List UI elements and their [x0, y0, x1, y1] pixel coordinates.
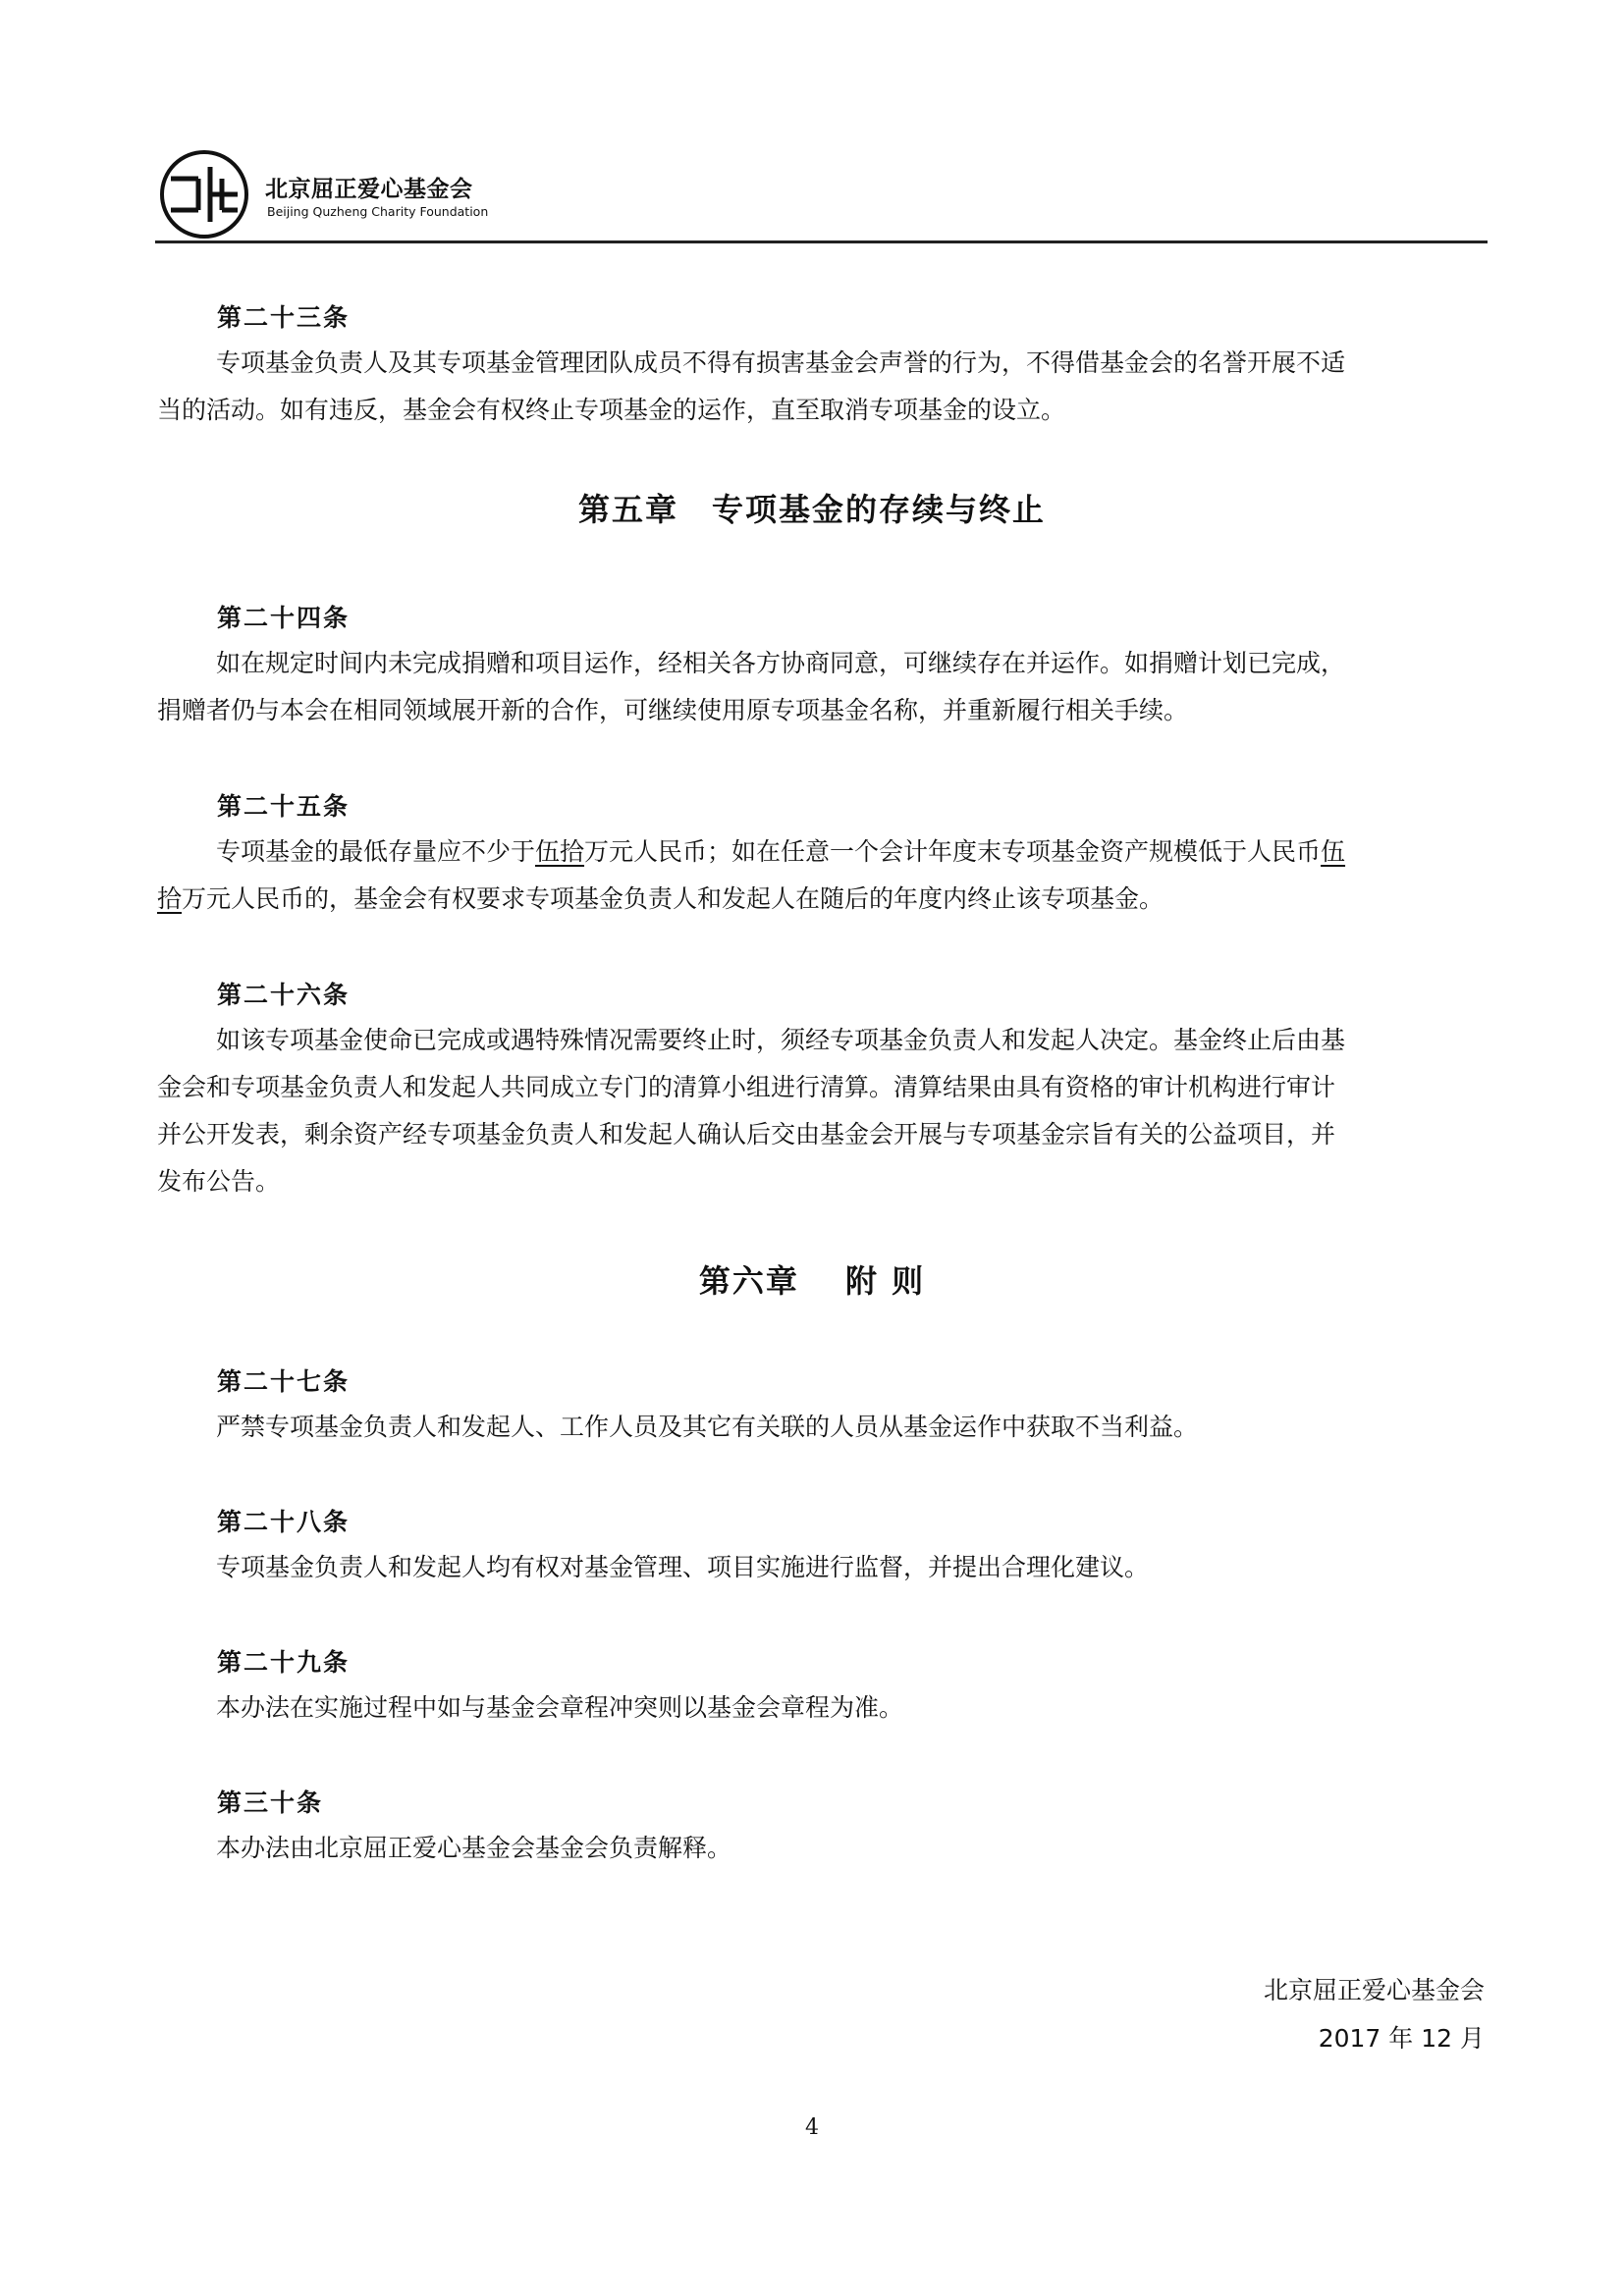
org-name-cn: 北京屈正爱心基金会	[265, 177, 473, 202]
article-27-body	[157, 1404, 1485, 1451]
article-23-body	[157, 340, 1485, 434]
article-26-line-4: 发布公告。	[157, 1167, 281, 1196]
article-28-line-1: 专项基金负责人和发起人均有权对基金管理、项目实施进行监督，并提出合理化建议。	[216, 1553, 1150, 1581]
article-23-line-1: 专项基金负责人及其专项基金管理团队成员不得有损害基金会声誉的行为，不得借基金会的名誉开展不适	[216, 348, 1346, 377]
closing-date: 2017 年 12 月	[1318, 2024, 1485, 2053]
article-25-line-1	[157, 828, 1485, 876]
article-25-text-b: 万元人民币；如在任意一个会计年度末专项基金资产规模低于人民币	[584, 837, 1322, 866]
article-26-body	[157, 1017, 1485, 1205]
article-27-line-1: 严禁专项基金负责人和发起人、工作人员及其它有关联的人员从基金运作中获取不当利益。	[216, 1413, 1199, 1441]
article-25-text-a: 专项基金的最低存量应不少于	[216, 837, 536, 866]
article-23-title: 第二十三条	[217, 303, 351, 332]
threshold-amount-part-1: 伍	[1321, 837, 1346, 866]
article-30-line-1: 本办法由北京屈正爱心基金会基金会负责解释。	[216, 1834, 732, 1862]
header-divider	[155, 240, 1488, 243]
article-26-line-1: 如该专项基金使命已完成或遇特殊情况需要终止时，须经专项基金负责人和发起人决定。基金终止后由基	[216, 1026, 1346, 1054]
chapter-5-heading: 第五章 专项基金的存续与终止	[577, 491, 1046, 528]
article-29-body	[157, 1684, 1485, 1732]
article-29-title: 第二十九条	[217, 1648, 351, 1677]
article-27-title: 第二十七条	[217, 1367, 351, 1396]
article-25-title: 第二十五条	[217, 792, 351, 821]
article-26-title: 第二十六条	[217, 981, 351, 1009]
article-24-title: 第二十四条	[217, 604, 351, 632]
article-25-body	[157, 828, 1485, 923]
article-28-body	[157, 1544, 1485, 1591]
article-23-line-2: 当的活动。如有违反，基金会有权终止专项基金的运作，直至取消专项基金的设立。	[157, 396, 1066, 424]
article-25-line-2	[157, 876, 1485, 923]
chapter-6-heading: 第六章 附 则	[698, 1262, 926, 1300]
letterhead	[155, 145, 1487, 241]
article-30-body	[157, 1825, 1485, 1872]
page-number: 4	[805, 2115, 819, 2140]
article-24-line-2: 捐赠者仍与本会在相同领域展开新的合作，可继续使用原专项基金名称，并重新履行相关手续。	[157, 696, 1189, 724]
article-29-line-1: 本办法在实施过程中如与基金会章程冲突则以基金会章程为准。	[216, 1693, 904, 1722]
closing-org: 北京屈正爱心基金会	[1263, 1976, 1485, 2004]
article-26-line-2: 金会和专项基金负责人和发起人共同成立专门的清算小组进行清算。清算结果由具有资格的审计机构进行审计	[157, 1073, 1336, 1101]
article-24-line-1: 如在规定时间内未完成捐赠和项目运作，经相关各方协商同意，可继续存在并运作。如捐赠计划已完成，	[216, 649, 1346, 677]
article-30-title: 第三十条	[217, 1789, 324, 1817]
threshold-amount-part-2: 拾	[157, 884, 183, 913]
article-24-body	[157, 640, 1485, 734]
org-name-en: Beijing Quzheng Charity Foundation	[267, 204, 489, 219]
article-28-title: 第二十八条	[217, 1508, 351, 1536]
article-26-line-3: 并公开发表，剩余资产经专项基金负责人和发起人确认后交由基金会开展与专项基金宗旨有关的公益项目，并	[157, 1120, 1336, 1148]
foundation-logo	[159, 149, 249, 240]
article-25-text-c: 万元人民币的，基金会有权要求专项基金负责人和发起人在随后的年度内终止该专项基金。	[182, 884, 1164, 913]
minimum-amount: 伍拾	[535, 837, 585, 866]
